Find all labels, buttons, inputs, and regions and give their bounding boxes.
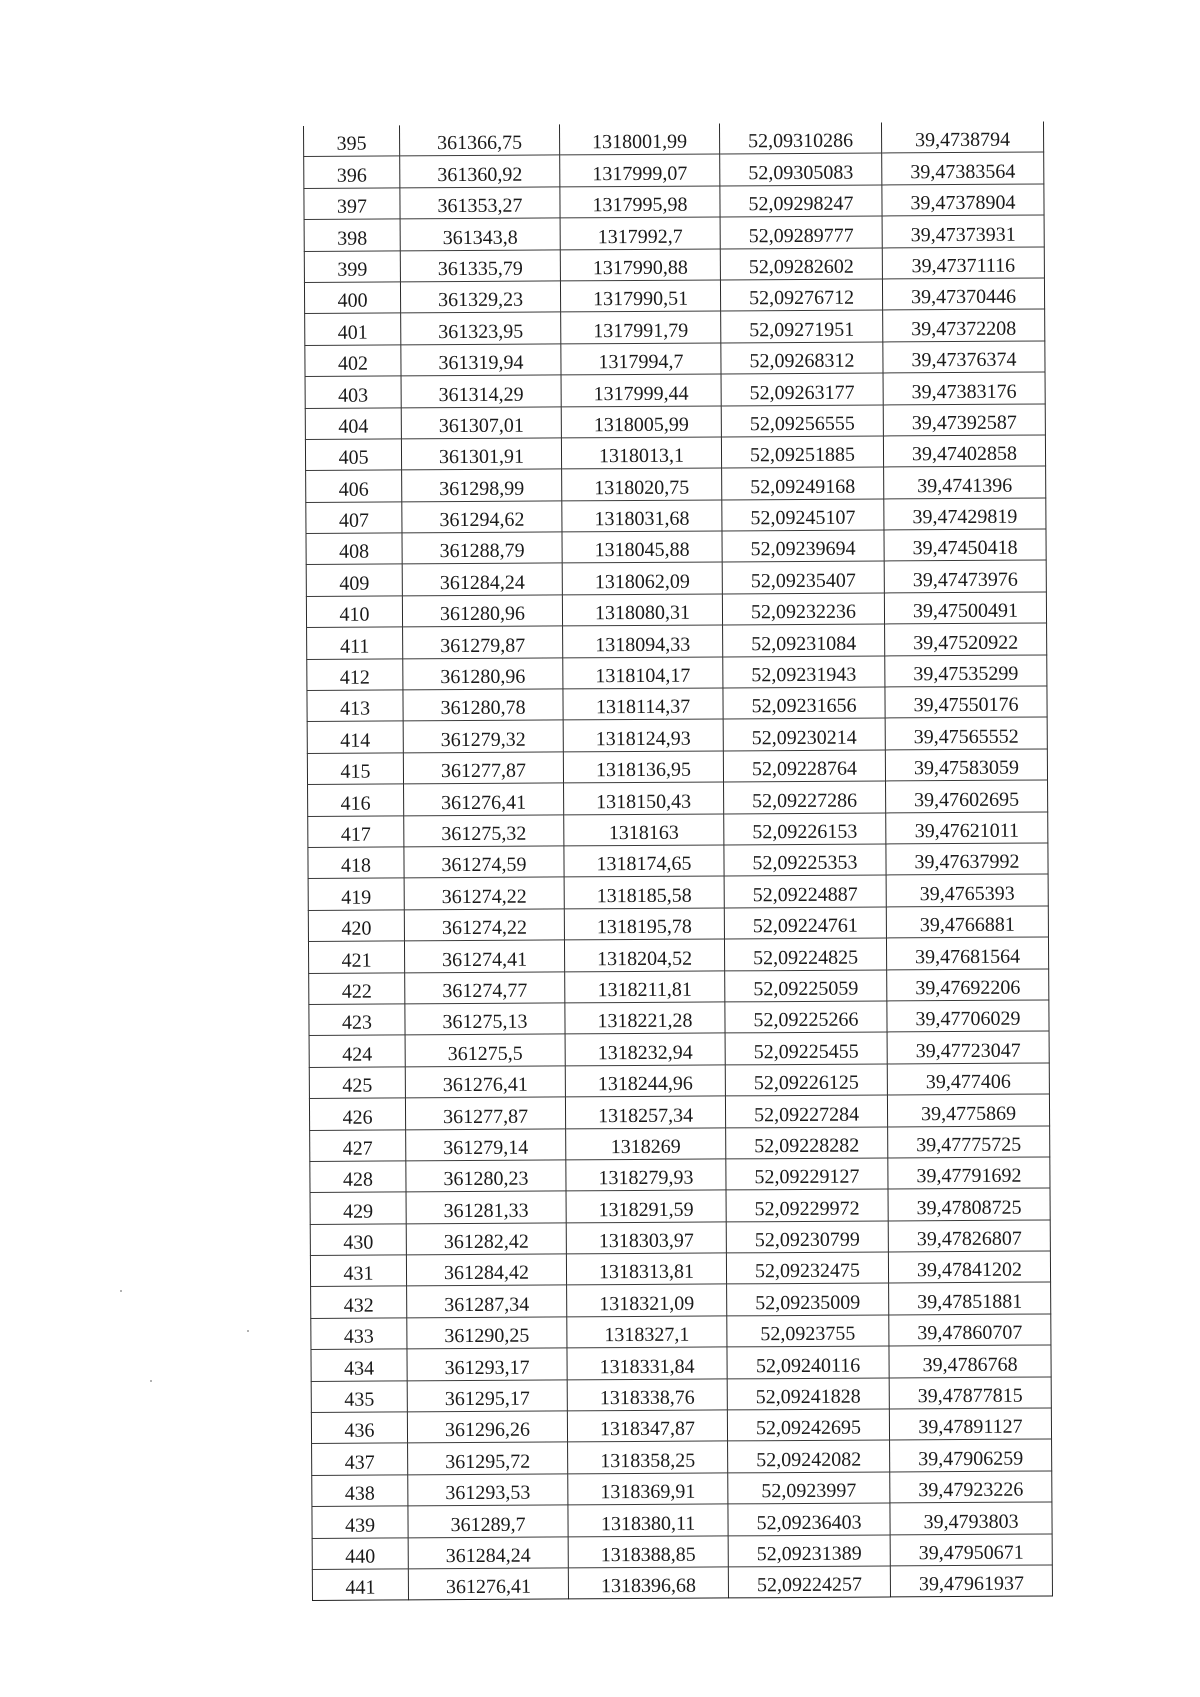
point-number-cell: 403 [305,376,401,408]
longitude-cell: 39,47583059 [885,749,1047,781]
point-number-cell: 419 [308,878,404,910]
x-coordinate-cell: 361280,23 [406,1160,566,1192]
longitude-cell: 39,47402858 [883,435,1045,467]
point-number-cell: 406 [306,470,402,502]
y-coordinate-cell: 1318136,95 [563,751,723,783]
y-coordinate-cell: 1317992,7 [560,217,720,249]
longitude-cell: 39,47473976 [884,560,1046,592]
longitude-cell: 39,47891127 [889,1408,1051,1440]
table-row [305,309,1045,345]
y-coordinate-cell: 1318124,93 [563,719,723,751]
x-coordinate-cell: 361284,24 [402,563,562,595]
point-number-cell: 435 [311,1381,407,1413]
longitude-cell: 39,47681564 [886,937,1048,969]
longitude-cell: 39,4738794 [881,121,1043,153]
y-coordinate-cell: 1318062,09 [562,562,722,594]
latitude-cell: 52,09227284 [725,1095,887,1127]
point-number-cell: 416 [308,784,404,816]
x-coordinate-cell: 361314,29 [401,375,561,407]
y-coordinate-cell: 1317991,79 [561,311,721,343]
latitude-cell: 52,09227286 [724,781,886,813]
table-row [304,121,1044,156]
longitude-cell: 39,47923226 [890,1471,1052,1503]
latitude-cell: 52,09289777 [720,216,882,248]
point-number-cell: 404 [305,407,401,439]
point-number-cell: 417 [308,815,404,847]
longitude-cell: 39,47383176 [883,372,1045,404]
y-coordinate-cell: 1317999,44 [561,374,721,406]
x-coordinate-cell: 361276,41 [405,1066,565,1098]
y-coordinate-cell: 1318232,94 [565,1033,725,1065]
latitude-cell: 52,0923755 [727,1315,889,1347]
table-row [307,623,1047,659]
point-number-cell: 423 [309,1004,405,1036]
point-number-cell: 420 [308,910,404,942]
x-coordinate-cell: 361290,25 [407,1317,567,1349]
latitude-cell: 52,09230799 [726,1221,888,1253]
longitude-cell: 39,47841202 [888,1251,1050,1283]
latitude-cell: 52,09231084 [723,624,885,656]
latitude-cell: 52,09225353 [724,844,886,876]
y-coordinate-cell: 1317994,7 [561,343,721,375]
y-coordinate-cell: 1318020,75 [562,468,722,500]
table-row [307,749,1047,785]
x-coordinate-cell: 361319,94 [401,344,561,376]
point-number-cell: 400 [304,282,400,314]
y-coordinate-cell: 1318195,78 [564,908,724,940]
point-number-cell: 433 [311,1318,407,1350]
y-coordinate-cell: 1317995,98 [560,186,720,218]
longitude-cell: 39,47500491 [884,592,1046,624]
x-coordinate-cell: 361274,41 [404,940,564,972]
latitude-cell: 52,09224257 [728,1566,890,1598]
longitude-cell: 39,47791692 [888,1157,1050,1189]
x-coordinate-cell: 361279,14 [406,1128,566,1160]
x-coordinate-cell: 361277,87 [403,752,563,784]
y-coordinate-cell: 1318163 [564,814,724,846]
x-coordinate-cell: 361288,79 [402,532,562,564]
x-coordinate-cell: 361296,26 [407,1411,567,1443]
table-row [310,1125,1050,1161]
y-coordinate-cell: 1318013,1 [561,437,721,469]
latitude-cell: 52,09225059 [725,969,887,1001]
y-coordinate-cell: 1318114,37 [563,688,723,720]
table-row [306,466,1046,502]
scan-speck [120,1290,122,1292]
y-coordinate-cell: 1318174,65 [564,845,724,877]
x-coordinate-cell: 361353,27 [400,187,560,219]
x-coordinate-cell: 361293,17 [407,1348,567,1380]
table-row [310,1220,1050,1256]
latitude-cell: 52,09263177 [721,373,883,405]
table-row [308,780,1048,816]
x-coordinate-cell: 361275,32 [404,815,564,847]
latitude-cell: 52,09228282 [726,1126,888,1158]
y-coordinate-cell: 1318279,93 [566,1159,726,1191]
table-row [308,874,1048,910]
table-row [309,1063,1049,1099]
point-number-cell: 405 [305,439,401,471]
latitude-cell: 52,09225266 [725,1001,887,1033]
point-number-cell: 440 [312,1537,408,1569]
x-coordinate-cell: 361284,42 [406,1254,566,1286]
x-coordinate-cell: 361323,95 [401,312,561,344]
x-coordinate-cell: 361295,17 [407,1380,567,1412]
table-row [310,1251,1050,1287]
table-row [304,152,1044,188]
table-row [307,717,1047,753]
latitude-cell: 52,09282602 [720,248,882,280]
latitude-cell: 52,09229972 [726,1189,888,1221]
longitude-cell: 39,47961937 [890,1565,1052,1597]
point-number-cell: 439 [312,1506,408,1538]
longitude-cell: 39,47376374 [883,341,1045,373]
longitude-cell: 39,47373931 [882,215,1044,247]
y-coordinate-cell: 1318244,96 [565,1065,725,1097]
point-number-cell: 398 [304,219,400,251]
latitude-cell: 52,09242082 [728,1440,890,1472]
latitude-cell: 52,09224887 [724,875,886,907]
latitude-cell: 52,09271951 [721,310,883,342]
longitude-cell: 39,47378904 [882,184,1044,216]
table-row [309,1031,1049,1067]
x-coordinate-cell: 361276,41 [404,783,564,815]
table-row [308,812,1048,848]
point-number-cell: 412 [307,659,403,691]
table-row [305,341,1045,377]
point-number-cell: 428 [310,1161,406,1193]
x-coordinate-cell: 361282,42 [406,1223,566,1255]
y-coordinate-cell: 1318045,88 [562,531,722,563]
point-number-cell: 402 [305,345,401,377]
longitude-cell: 39,47535299 [885,655,1047,687]
longitude-cell: 39,47706029 [887,1000,1049,1032]
longitude-cell: 39,47621011 [886,812,1048,844]
latitude-cell: 52,09229127 [726,1158,888,1190]
point-number-cell: 418 [308,847,404,879]
y-coordinate-cell: 1318094,33 [563,625,723,657]
table-row [308,937,1048,973]
latitude-cell: 52,09225455 [725,1032,887,1064]
latitude-cell: 52,09242695 [727,1409,889,1441]
point-number-cell: 421 [308,941,404,973]
scan-speck [247,1330,249,1332]
point-number-cell: 432 [311,1286,407,1318]
x-coordinate-cell: 361343,8 [400,218,560,250]
y-coordinate-cell: 1318150,43 [564,782,724,814]
table-row [312,1502,1052,1538]
y-coordinate-cell: 1317990,88 [560,249,720,281]
x-coordinate-cell: 361293,53 [408,1474,568,1506]
table-row [307,655,1047,691]
y-coordinate-cell: 1318269 [566,1127,726,1159]
table-row [310,1157,1050,1193]
x-coordinate-cell: 361274,22 [404,909,564,941]
latitude-cell: 52,09231389 [728,1535,890,1567]
x-coordinate-cell: 361281,33 [406,1191,566,1223]
table-row [304,278,1044,314]
longitude-cell: 39,47723047 [887,1031,1049,1063]
y-coordinate-cell: 1317999,07 [560,154,720,186]
x-coordinate-cell: 361360,92 [400,155,560,187]
y-coordinate-cell: 1318211,81 [565,970,725,1002]
table-row [309,1000,1049,1036]
longitude-cell: 39,47550176 [885,686,1047,718]
point-number-cell: 407 [306,502,402,534]
table-row [305,403,1045,439]
point-number-cell: 438 [312,1475,408,1507]
x-coordinate-cell: 361284,24 [408,1536,568,1568]
y-coordinate-cell: 1317990,51 [560,280,720,312]
point-number-cell: 441 [312,1569,408,1601]
table-row [309,1094,1049,1130]
table-row [307,686,1047,722]
table-row [304,247,1044,283]
latitude-cell: 52,09239694 [722,530,884,562]
longitude-cell: 39,47602695 [886,780,1048,812]
y-coordinate-cell: 1318031,68 [562,500,722,532]
table-row [311,1377,1051,1413]
x-coordinate-cell: 361280,78 [403,689,563,721]
x-coordinate-cell: 361307,01 [401,406,561,438]
latitude-cell: 52,09228764 [723,750,885,782]
latitude-cell: 52,0923997 [728,1472,890,1504]
point-number-cell: 414 [307,721,403,753]
latitude-cell: 52,09268312 [721,342,883,374]
point-number-cell: 424 [309,1035,405,1067]
point-number-cell: 422 [309,972,405,1004]
latitude-cell: 52,09232475 [726,1252,888,1284]
point-number-cell: 395 [304,125,400,156]
longitude-cell: 39,47565552 [885,717,1047,749]
latitude-cell: 52,09241828 [727,1378,889,1410]
latitude-cell: 52,09240116 [727,1346,889,1378]
x-coordinate-cell: 361329,23 [400,281,560,313]
y-coordinate-cell: 1318327,1 [567,1316,727,1348]
y-coordinate-cell: 1318185,58 [564,876,724,908]
table-row [306,498,1046,534]
longitude-cell: 39,47860707 [889,1314,1051,1346]
latitude-cell: 52,09226153 [724,813,886,845]
point-number-cell: 425 [309,1067,405,1099]
table-row [312,1439,1052,1475]
x-coordinate-cell: 361294,62 [402,501,562,533]
point-number-cell: 434 [311,1349,407,1381]
y-coordinate-cell: 1318080,31 [562,594,722,626]
x-coordinate-cell: 361277,87 [405,1097,565,1129]
x-coordinate-cell: 361279,32 [403,720,563,752]
y-coordinate-cell: 1318369,91 [568,1473,728,1505]
table-row [312,1565,1052,1601]
table-row [308,906,1048,942]
longitude-cell: 39,47851881 [889,1282,1051,1314]
table-row [311,1345,1051,1381]
x-coordinate-cell: 361287,34 [407,1285,567,1317]
table-row [304,215,1044,251]
point-number-cell: 399 [304,250,400,282]
point-number-cell: 408 [306,533,402,565]
x-coordinate-cell: 361275,5 [405,1034,565,1066]
table-row [311,1408,1051,1444]
y-coordinate-cell: 1318291,59 [566,1190,726,1222]
latitude-cell: 52,09249168 [722,467,884,499]
table-row [309,969,1049,1005]
y-coordinate-cell: 1318204,52 [564,939,724,971]
longitude-cell: 39,47450418 [884,529,1046,561]
x-coordinate-cell: 361289,7 [408,1505,568,1537]
latitude-cell: 52,09235009 [727,1283,889,1315]
table-row [304,184,1044,220]
x-coordinate-cell: 361366,75 [399,124,559,156]
point-number-cell: 436 [311,1412,407,1444]
point-number-cell: 409 [306,564,402,596]
longitude-cell: 39,47371116 [882,247,1044,279]
longitude-cell: 39,47637992 [886,843,1048,875]
table-row [305,435,1045,471]
longitude-cell: 39,47826807 [888,1220,1050,1252]
latitude-cell: 52,09256555 [721,404,883,436]
y-coordinate-cell: 1318257,34 [565,1096,725,1128]
x-coordinate-cell: 361279,87 [403,626,563,658]
point-number-cell: 396 [304,156,400,188]
point-number-cell: 415 [307,753,403,785]
table-row [310,1188,1050,1224]
y-coordinate-cell: 1318001,99 [559,123,719,155]
point-number-cell: 427 [310,1129,406,1161]
latitude-cell: 52,09231656 [723,687,885,719]
y-coordinate-cell: 1318347,87 [567,1410,727,1442]
point-number-cell: 397 [304,188,400,220]
y-coordinate-cell: 1318221,28 [565,1002,725,1034]
table-row [312,1534,1052,1570]
y-coordinate-cell: 1318321,09 [567,1284,727,1316]
latitude-cell: 52,09235407 [722,561,884,593]
table-row [306,592,1046,628]
x-coordinate-cell: 361335,79 [400,249,560,281]
point-number-cell: 429 [310,1192,406,1224]
longitude-cell: 39,4765393 [886,874,1048,906]
latitude-cell: 52,09224825 [724,938,886,970]
table-row [308,843,1048,879]
x-coordinate-cell: 361274,22 [404,877,564,909]
point-number-cell: 431 [310,1255,406,1287]
y-coordinate-cell: 1318358,25 [568,1441,728,1473]
y-coordinate-cell: 1318313,81 [566,1253,726,1285]
x-coordinate-cell: 361280,96 [402,595,562,627]
scan-speck [150,1380,152,1382]
y-coordinate-cell: 1318396,68 [568,1567,728,1599]
y-coordinate-cell: 1318303,97 [566,1222,726,1254]
y-coordinate-cell: 1318388,85 [568,1536,728,1568]
latitude-cell: 52,09224761 [724,907,886,939]
longitude-cell: 39,47383564 [882,152,1044,184]
x-coordinate-cell: 361295,72 [408,1442,568,1474]
longitude-cell: 39,4775869 [887,1094,1049,1126]
table-row [306,529,1046,565]
x-coordinate-cell: 361274,59 [404,846,564,878]
table-row [305,372,1045,408]
point-number-cell: 401 [305,313,401,345]
point-number-cell: 426 [309,1098,405,1130]
latitude-cell: 52,09245107 [722,499,884,531]
longitude-cell: 39,47906259 [890,1439,1052,1471]
y-coordinate-cell: 1318005,99 [561,405,721,437]
coordinates-table [303,121,1053,1601]
latitude-cell: 52,09310286 [719,122,881,154]
x-coordinate-cell: 361280,96 [403,658,563,690]
point-number-cell: 437 [312,1443,408,1475]
latitude-cell: 52,09236403 [728,1503,890,1535]
longitude-cell: 39,47950671 [890,1534,1052,1566]
longitude-cell: 39,47692206 [887,969,1049,1001]
table-row [311,1282,1051,1318]
longitude-cell: 39,47429819 [884,498,1046,530]
x-coordinate-cell: 361298,99 [402,469,562,501]
table-row [306,560,1046,596]
point-number-cell: 411 [307,627,403,659]
point-number-cell: 410 [306,596,402,628]
latitude-cell: 52,09230214 [723,718,885,750]
y-coordinate-cell: 1318331,84 [567,1347,727,1379]
longitude-cell: 39,47808725 [888,1188,1050,1220]
longitude-cell: 39,477406 [887,1063,1049,1095]
y-coordinate-cell: 1318380,11 [568,1504,728,1536]
longitude-cell: 39,47775725 [888,1125,1050,1157]
table-row [311,1314,1051,1350]
longitude-cell: 39,4793803 [890,1502,1052,1534]
y-coordinate-cell: 1318338,76 [567,1379,727,1411]
longitude-cell: 39,4786768 [889,1345,1051,1377]
latitude-cell: 52,09251885 [721,436,883,468]
longitude-cell: 39,47392587 [883,403,1045,435]
latitude-cell: 52,09226125 [725,1064,887,1096]
longitude-cell: 39,47520922 [885,623,1047,655]
longitude-cell: 39,47877815 [889,1377,1051,1409]
x-coordinate-cell: 361275,13 [405,1003,565,1035]
point-number-cell: 430 [310,1224,406,1256]
x-coordinate-cell: 361276,41 [408,1568,568,1600]
longitude-cell: 39,4741396 [884,466,1046,498]
longitude-cell: 39,4766881 [886,906,1048,938]
point-number-cell: 413 [307,690,403,722]
x-coordinate-cell: 361301,91 [401,438,561,470]
latitude-cell: 52,09276712 [720,279,882,311]
x-coordinate-cell: 361274,77 [405,971,565,1003]
latitude-cell: 52,09305083 [720,153,882,185]
coordinates-table-body [304,121,1053,1600]
y-coordinate-cell: 1318104,17 [563,657,723,689]
longitude-cell: 39,47370446 [882,278,1044,310]
latitude-cell: 52,09298247 [720,185,882,217]
latitude-cell: 52,09232236 [722,593,884,625]
longitude-cell: 39,47372208 [883,309,1045,341]
latitude-cell: 52,09231943 [723,656,885,688]
table-row [312,1471,1052,1507]
